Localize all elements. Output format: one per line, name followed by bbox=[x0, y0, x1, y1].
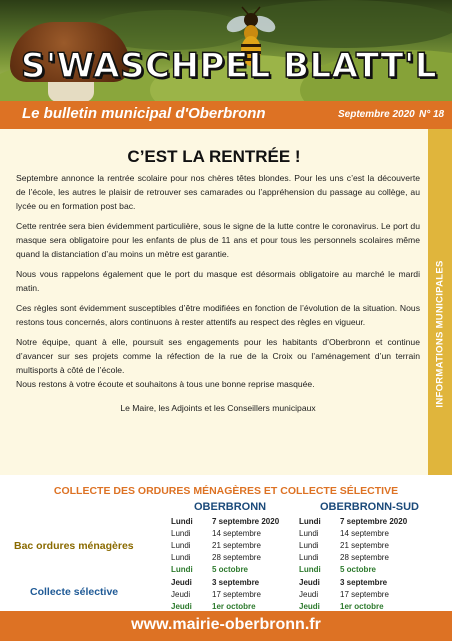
newsletter-title: S'WASCHPEL BLATT'L bbox=[20, 46, 438, 86]
schedule-date: 28 septembre bbox=[212, 553, 261, 562]
schedule-date: 3 septembre bbox=[212, 578, 260, 587]
schedule-date: 7 septembre 2020 bbox=[340, 517, 408, 526]
schedule-day: Jeudi bbox=[171, 578, 192, 587]
schedule-date-next: 1er octobre bbox=[212, 602, 256, 611]
schedule-day: Jeudi bbox=[299, 578, 320, 587]
schedule-date: 3 septembre bbox=[340, 578, 388, 587]
article-body bbox=[16, 171, 420, 421]
website-link[interactable]: www.mairie-oberbronn.fr bbox=[131, 616, 321, 633]
side-tab-label: INFORMATIONS MUNICIPALES bbox=[434, 260, 446, 408]
article-signature: Le Maire, les Adjoints et les Conseillers municipaux bbox=[120, 403, 316, 413]
newsletter-subtitle: Le bulletin municipal d'Oberbronn bbox=[22, 105, 266, 122]
schedule-day: Lundi bbox=[171, 517, 193, 526]
schedule-day: Jeudi bbox=[171, 590, 191, 599]
schedule-day: Lundi bbox=[171, 553, 191, 562]
schedule-date: 17 septembre bbox=[212, 590, 261, 599]
footer-band bbox=[0, 611, 452, 641]
article-title: C’EST LA RENTRÉE ! bbox=[127, 147, 301, 166]
editorial-box bbox=[0, 129, 428, 475]
row-label-selective: Collecte sélective bbox=[30, 586, 119, 598]
schedule-date: 17 septembre bbox=[340, 590, 389, 599]
schedule-date-next: 5 octobre bbox=[212, 565, 249, 574]
column-header-oberbronn-sud: OBERBRONN-SUD bbox=[320, 501, 419, 513]
schedule-date: 21 septembre bbox=[212, 541, 261, 550]
schedule-date-next: 5 octobre bbox=[340, 565, 377, 574]
article-paragraph: Nous vous rappelons également que le port du masque est désormais obligatoire au marché le mardi matin. bbox=[16, 269, 420, 293]
issue-date: Septembre 2020 bbox=[338, 109, 415, 120]
side-tab bbox=[428, 129, 452, 475]
article-paragraph: Cette rentrée sera bien évidemment particulière, sous le signe de la lutte contre le coronavirus. Le port du masque sera obligatoire pour les enfants de plus de 11 ans et pour tous les personnels scolaires même quand la distanciation d’au moins un mètre est garantie. bbox=[16, 221, 420, 259]
schedule-day: Jeudi bbox=[299, 590, 319, 599]
masthead-banner bbox=[0, 0, 452, 101]
schedule-day-next: Jeudi bbox=[299, 602, 320, 611]
row-label-household-waste: Bac ordures ménagères bbox=[14, 540, 134, 552]
column-header-oberbronn: OBERBRONN bbox=[194, 501, 267, 513]
schedule-day: Lundi bbox=[299, 553, 319, 562]
schedule-day-next: Lundi bbox=[299, 565, 321, 574]
schedule-day: Lundi bbox=[299, 541, 319, 550]
schedule-date: 7 septembre 2020 bbox=[212, 517, 280, 526]
schedule-day: Lundi bbox=[299, 517, 321, 526]
article-paragraph: Ces règles sont évidemment susceptibles d’être modifiées en fonction de l’évolution de la situation. Nous restons tous concernés, alors continuons à rester attentifs au respect des règles en vigueur. bbox=[16, 303, 420, 327]
subtitle-band bbox=[0, 101, 452, 129]
schedule-date-next: 1er octobre bbox=[340, 602, 384, 611]
issue-number: N° 18 bbox=[419, 109, 445, 120]
article-paragraph: Septembre annonce la rentrée scolaire pour nos chères têtes blondes. Pour les uns c’est la découverte de l’école, les autres le plaisir de retrouver ses camarades ou l’appréhension du passage au collège, au lycée ou en formation post bac. bbox=[16, 173, 420, 211]
article-paragraph: Notre équipe, quant à elle, poursuit ses engagements pour les habitants d’Oberbronn et continue d’avancer sur ses projets comme la réfection de la rue de la Croix ou l’aménagement d’un terrain multisports à côté de l’école. bbox=[16, 337, 420, 375]
collection-heading: COLLECTE DES ORDURES MÉNAGÈRES ET COLLECTE SÉLECTIVE bbox=[53, 485, 399, 497]
schedule-day-next: Jeudi bbox=[171, 602, 192, 611]
schedule-date: 28 septembre bbox=[340, 553, 389, 562]
schedule-day: Lundi bbox=[171, 529, 191, 538]
schedule-day-next: Lundi bbox=[171, 565, 193, 574]
article-paragraph: Nous restons à votre écoute et souhaitons à tous une bonne reprise masquée. bbox=[16, 379, 315, 389]
schedule-day: Lundi bbox=[171, 541, 191, 550]
schedule-day: Lundi bbox=[299, 529, 319, 538]
schedule-date: 14 septembre bbox=[340, 529, 389, 538]
schedule-date: 14 septembre bbox=[212, 529, 261, 538]
schedule-date: 21 septembre bbox=[340, 541, 389, 550]
